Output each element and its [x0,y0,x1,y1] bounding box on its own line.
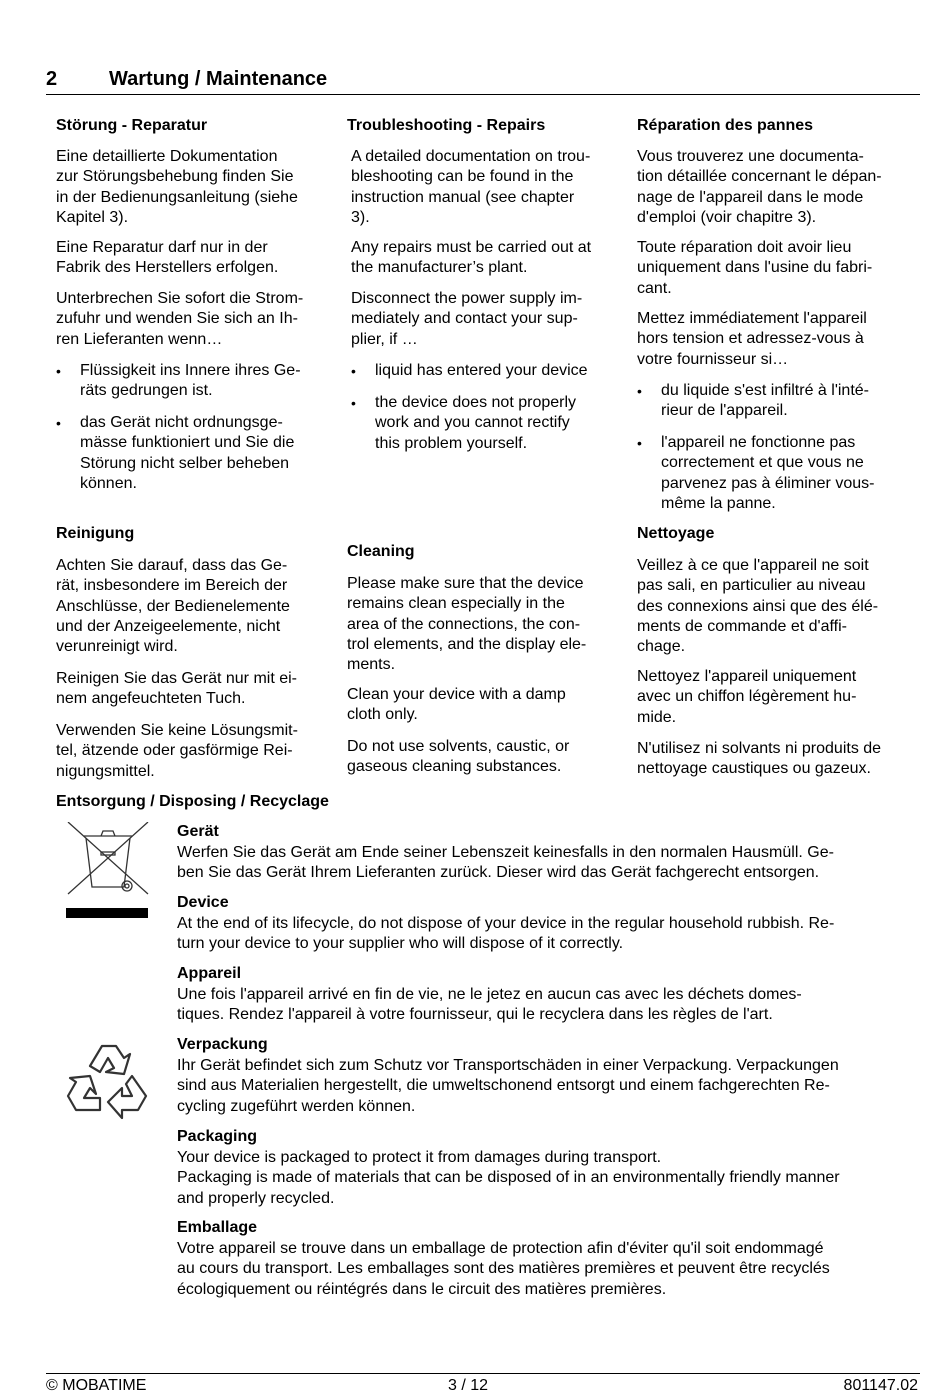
paragraph: Disconnect the power supply im- mediately and contact your sup- plier, if … [351,290,583,348]
bullet-item: • Flüssigkeit ins Innere ihres Ge- räts gedrungen ist. [56,361,365,402]
section-number: 2 [46,68,58,90]
paragraph: Unterbrechen Sie sofort die Strom- zufuhr und wenden Sie sich an Ih- ren Lieferanten wenn… [56,290,304,348]
paragraph: Mettez immédiatement l'appareil hors tension et adressez-vous à votre fournisseur si… [637,310,867,368]
paragraph: Verwenden Sie keine Lösungsmit- tel, ätzende oder gasförmige Rei- nigungsmittel. [56,722,298,780]
heading-disposal: Entsorgung / Disposing / Recyclage [56,793,329,810]
footer-rule [46,1373,920,1374]
paragraph: Eine Reparatur darf nur in der Fabrik des Herstellers erfolgen. [56,239,279,277]
header-rule [46,94,920,95]
disposal-item-title: Packaging [177,1128,258,1145]
paragraph: Any repairs must be carried out at the manufacturer’s plant. [351,239,592,277]
heading-stoerung: Störung - Reparatur [56,117,208,134]
disposal-item-title: Device [177,894,229,911]
footer-copyright: © MOBATIME [46,1377,147,1394]
disposal-item-text: Votre appareil se trouve dans un emballage de protection afin d'éviter qu'il soit endommagé au cours du transport. Les emballages sont des matières premières et peuvent être recyclés écologiquement ou réintégrés dans le circuit des matières premières. [177,1240,830,1298]
footer-doc-number: 801147.02 [843,1377,918,1394]
paragraph: Veillez à ce que l'appareil ne soit pas sali, en particulier au niveau des connexions ainsi que des élé- ments de commande et d'affi- chage. [637,557,879,656]
paragraph: Vous trouverez une documenta- tion détaillée concernant le dépan- nage de l'appareil dans le mode d'emploi (voir chapitre 3). [637,148,882,226]
paragraph: Reinigen Sie das Gerät nur mit ei- nem angefeuchteten Tuch. [56,670,297,708]
disposal-item-title: Emballage [177,1219,258,1236]
paragraph: Clean your device with a damp cloth only. [347,686,566,724]
paragraph: Achten Sie darauf, dass das Ge- rät, insbesondere im Bereich der Anschlüsse, der Bedienelemente und der Anzeigeelemente, nicht verunreinigt wird. [56,557,290,656]
bullet-item: • the device does not properly work and you cannot rectify this problem yourself. [351,393,660,454]
disposal-item-title: Gerät [177,823,219,840]
heading-reinigung: Reinigung [56,525,135,542]
paragraph: A detailed documentation on trou- bleshooting can be found in the instruction manual (see chapter 3). [351,148,591,226]
disposal-item-text: Une fois l'appareil arrivé en fin de vie, ne le jetez en aucun cas avec les déchets domes- tiques. Rendez l'appareil à votre fournisseur, qui le recyclera dans les règles de l'art. [177,986,802,1024]
paragraph: N'utilisez ni solvants ni produits de nettoyage caustiques ou gazeux. [637,740,882,778]
heading-cleaning: Cleaning [347,543,415,560]
heading-troubleshooting: Troubleshooting - Repairs [347,117,546,134]
paragraph: Eine detaillierte Dokumentation zur Störungsbehebung finden Sie in der Bedienungsanleitung (siehe Kapitel 3). [56,148,298,226]
heading-reparation: Réparation des pannes [637,117,814,134]
bullet-item: • liquid has entered your device [351,361,660,381]
paragraph: Nettoyez l'appareil uniquement avec un chiffon légèrement hu- mide. [637,668,857,726]
disposal-item-title: Appareil [177,965,242,982]
bullet-item: • du liquide s'est infiltré à l'inté- rieur de l'appareil. [637,381,950,422]
disposal-item-title: Verpackung [177,1036,268,1053]
heading-nettoyage: Nettoyage [637,525,715,542]
paragraph: Do not use solvents, caustic, or gaseous cleaning substances. [347,738,570,776]
bullet-item: • l'appareil ne fonctionne pas correctement et que vous ne parvenez pas à éliminer vous- même la panne. [637,433,950,514]
disposal-item-text: Ihr Gerät befindet sich zum Schutz vor Transportschäden in einer Verpackung. Verpackungen sind aus Materialien hergestellt, die umweltschonend entsorgt und einem fachgerechten Re- cycling zugeführt werden können. [177,1057,839,1115]
recycle-icon [62,1036,152,1122]
disposal-item-text: Werfen Sie das Gerät am Ende seiner Lebenszeit keinesfalls in den normalen Hausmüll. Ge- ben Sie das Gerät Ihrem Lieferanten zurück. Dieser wird das Gerät fachgerecht entsorgen. [177,844,834,882]
disposal-item-text: At the end of its lifecycle, do not dispose of your device in the regular household rubbish. Re- turn your device to your supplier who will dispose of it correctly. [177,915,835,953]
paragraph: Please make sure that the device remains clean especially in the area of the connections, the con- trol elements, and the display ele- ments. [347,575,587,674]
paragraph: Toute réparation doit avoir lieu uniquement dans l'usine du fabri- cant. [637,239,873,297]
disposal-item-text: Your device is packaged to protect it from damages during transport. Packaging is made of materials that can be disposed of in an environmentally friendly manner and properly recycled. [177,1149,840,1207]
footer-page-number: 3 / 12 [448,1377,489,1394]
weee-crossed-bin-icon [66,822,150,922]
section-title: Wartung / Maintenance [109,68,328,90]
bullet-item: • das Gerät nicht ordnungsge- mässe funktioniert und Sie die Störung nicht selber beheben können. [56,413,365,494]
